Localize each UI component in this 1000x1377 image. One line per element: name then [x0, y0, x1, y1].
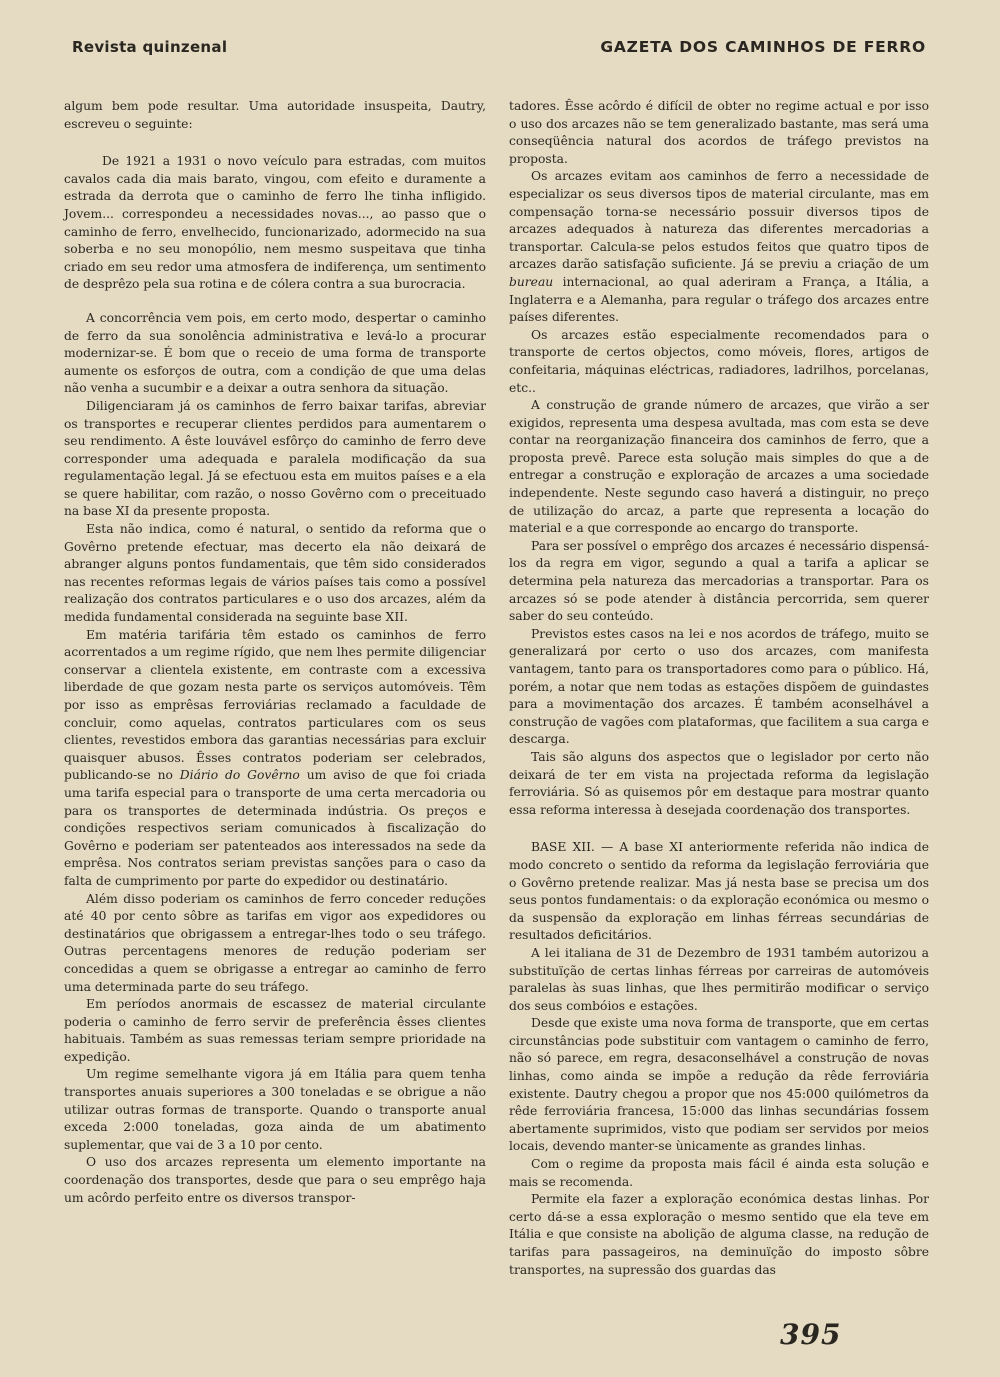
paragraph: [509, 168, 929, 326]
paragraph: algum bem pode resultar. Uma autoridade insuspeita, Dautry, escreveu o seguinte:: [64, 99, 486, 131]
paragraph: A lei italiana de 31 de Dezembro de 1931 também autorizou a substituïção de certas linhas férreas por carreiras de automóveis paralelas às suas linhas, que lhes permitirão modificar o serviço dos seus combóios e estações.: [509, 945, 929, 1013]
paragraph: Desde que existe uma nova forma de transporte, que em certas circunstâncias pode substituir com vantagem o caminho de ferro, não só parece, em regra, desaconselhável a construção de novas linhas, como ainda se impõe a redução da rêde ferroviária existente. Dautry chegou a propor que nos 45:000 quilómetros da rêde ferroviária francesa, 15:000 das linhas secundárias fossem abertamente suprimidos, visto que podiam ser servidos por meios locais, devendo manter-se ùnicamente as grandes linhas.: [509, 1016, 929, 1154]
paragraph: Com o regime da proposta mais fácil é ainda esta solução e mais se recomenda.: [509, 1157, 929, 1189]
paragraph-text: um aviso de que foi criada uma tarifa especial para o transporte de uma certa mercadoria ou para os transportes de determinada indústria. Os preços e condições respectivos seriam comunicados à fiscalização do Govêrno e poderiam ser patenteados aos interessados na sede da emprêsa. Nos contratos seriam previstas sanções para o caso da falta de cumprimento por parte do expedidor ou destinatário.: [64, 768, 486, 888]
paragraph: Os arcazes estão especialmente recomendados para o transporte de certos objectos, como móveis, flores, artigos de confeitaria, máquinas eléctricas, radiadores, ladrilhos, porcelanas, etc..: [509, 327, 929, 395]
header-left: Revista quinzenal: [72, 38, 228, 56]
running-header: [72, 38, 926, 58]
italic-title: Diário do Govêrno: [179, 768, 300, 783]
paragraph-text: Os arcazes evitam aos caminhos de ferro a necessidade de especializar os seus diversos tipos de material circulante, mas em compensação torna-se necessário possuir diversos tipos de arcazes adequados à natureza das diferentes mercadorias a transportar. Calcula-se pelos estudos feitos que quatro tipos de arcazes darão satisfação suficiente. Já se previu a criação de um: [509, 169, 929, 272]
italic-word: bureau: [509, 274, 554, 289]
paragraph: A construção de grande número de arcazes, que virão a ser exigidos, representa uma despesa avultada, mas com esta se deve contar na reorganização financeira dos caminhos de ferro, que a proposta prevê. Parece esta solução mais simples do que a de entregar a construção e exploração de arcazes a uma sociedade independente. Neste segundo caso haverá a distinguir, no preço de utilização do arcaz, a parte que representa a locação do material e a que corresponde ao encargo do transporte.: [509, 398, 929, 536]
right-column: [509, 98, 929, 1279]
paragraph: tadores. Êsse acôrdo é difícil de obter no regime actual e por isso o uso dos arcazes não se tem generalizado bastante, mas será uma conseqüência natural dos acordos de tráfego previstos na proposta.: [509, 99, 929, 166]
paragraph: [64, 627, 486, 891]
paragraph: Esta não indica, como é natural, o sentido da reforma que o Govêrno pretende efectuar, mas decerto ela não deixará de abranger alguns pontos fundamentais, que têm sido considerados nas recentes reformas legais de vários países tais como a possível realização dos contratos particulares e o uso dos arcazes, além da medida fundamental considerada na seguinte base XII.: [64, 522, 486, 625]
quote-text: De 1921 a 1931 o novo veículo para estradas, com muitos cavalos cada dia mais barato, vingou, com efeito e duramente a estrada da derrota que o caminho de ferro lhe tinha infligido. Jovem... correspondeu a necessidades novas..., ao passo que o caminho de ferro, envelhecido, funcionarizado, adormecido na sua soberba e no seu monopólio, nem mesmo suspeitava que tinha criado em seu redor uma atmosfera de indiferença, um sentimento de desprêzo pela sua rotina e de cólera contra a sua burocracia.: [64, 154, 486, 292]
base-xii-paragraph: BASE XII. — A base XI anteriormente referida não indica de modo concreto o sentido da reforma da legislação ferroviária que o Govêrno pretende realizar. Mas já nesta base se precisa um dos seus pontos fundamentais: o da exploração económica ou mesmo o da suspensão da exploração em linhas férreas secundárias de resultados deficitários.: [509, 840, 929, 943]
paragraph: Para ser possível o emprêgo dos arcazes é necessário dispensá-los da regra em vigor, segundo a qual a tarifa a aplicar se determina pela natureza das mercadorias a transportar. Para os arcazes só se pode atender à distância percorrida, sem querer saber do seu conteúdo.: [509, 538, 929, 624]
block-quote: [64, 153, 486, 294]
left-column: [64, 98, 486, 1207]
paragraph: A concorrência vem pois, em certo modo, despertar o caminho de ferro da sua sonolência administrativa e levá-lo a procurar modernizar-se. É bom que o receio de uma forma de transporte aumente os esforços de outra, com a condição de que uma delas não venha a sucumbir e a deixar a outra senhora da situação.: [64, 310, 486, 396]
header-right: GAZETA DOS CAMINHOS DE FERRO: [600, 38, 926, 56]
paragraph-text: internacional, ao qual aderiram a França, a Itália, a Inglaterra e a Alemanha, para regular o tráfego dos arcazes entre países diferentes.: [509, 274, 929, 325]
paragraph: Além disso poderiam os caminhos de ferro conceder reduções até 40 por cento sôbre as tarifas em vigor aos expedidores ou destinatários que obrigassem a entregar-lhes todo o seu tráfego. Outras percentagens menores de redução poderiam ser concedidas a quem se obrigasse a entregar ao caminho de ferro uma determinada parte do seu tráfego.: [64, 891, 486, 994]
paragraph: Um regime semelhante vigora já em Itália para quem tenha transportes anuais superiores a 300 toneladas e se obrigue a não utilizar outras formas de transporte. Quando o transporte anual exceda 2:000 toneladas, goza ainda de um abatimento suplementar, que vai de 3 a 10 por cento.: [64, 1067, 486, 1152]
paragraph: Tais são alguns dos aspectos que o legislador por certo não deixará de ter em vista na projectada reforma da legislação ferroviária. Só as quisemos pôr em destaque para mostrar quanto essa reforma interessa à desejada coordenação dos transportes.: [509, 749, 929, 817]
paragraph: Permite ela fazer a exploração económica destas linhas. Por certo dá-se a essa exploração o mesmo sentido que ela teve em Itália e que consiste na abolição de alguma classe, na redução de tarifas para passageiros, na deminuïção do imposto sôbre transportes, na supressão dos guardas das: [509, 1192, 929, 1277]
paragraph: Diligenciaram já os caminhos de ferro baixar tarifas, abreviar os transportes e recuperar clientes perdidos para aumentarem o seu rendimento. A êste louvável esfôrço do caminho de ferro deve corresponder uma adequada e paralela modificação da sua regulamentação legal. Já se efectuou esta em muitos países e a ela se quere habilitar, com razão, o nosso Govêrno com o preceituado na base XI da presente proposta.: [64, 398, 486, 519]
paragraph: Em períodos anormais de escassez de material circulante poderia o caminho de ferro servir de preferência êsses clientes habituais. Também as suas remessas teriam sempre prioridade na expedição.: [64, 997, 486, 1064]
paragraph-text: Em matéria tarifária têm estado os caminhos de ferro acorrentados a um regime rígido, que nem lhes permite diligenciar conservar a clientela existente, em contraste com a excessiva liberdade de que gozam nesta parte os serviços automóveis. Têm por isso as emprêsas ferroviárias reclamado a faculdade de concluir, como aquelas, contratos particulares com os seus clientes, revestidos embora das garantias necessárias para excluir quaisquer abusos. Êsses contratos poderiam ser celebrados, publicando-se no: [64, 627, 486, 783]
paragraph: O uso dos arcazes representa um elemento importante na coordenação dos transportes, desde que para o seu emprêgo haja um acôrdo perfeito entre os diversos transpor-: [64, 1155, 486, 1205]
paragraph: Previstos estes casos na lei e nos acordos de tráfego, muito se generalizará por certo o uso dos arcazes, com manifesta vantagem, tanto para os transportadores como para o público. Há, porém, a notar que nem todas as estações dispõem de guindastes para a movimentação dos arcazes. É também aconselhável a construção de vagões com plataformas, que facilitem a sua carga e descarga.: [509, 626, 929, 747]
page-number: 395: [780, 1318, 842, 1351]
